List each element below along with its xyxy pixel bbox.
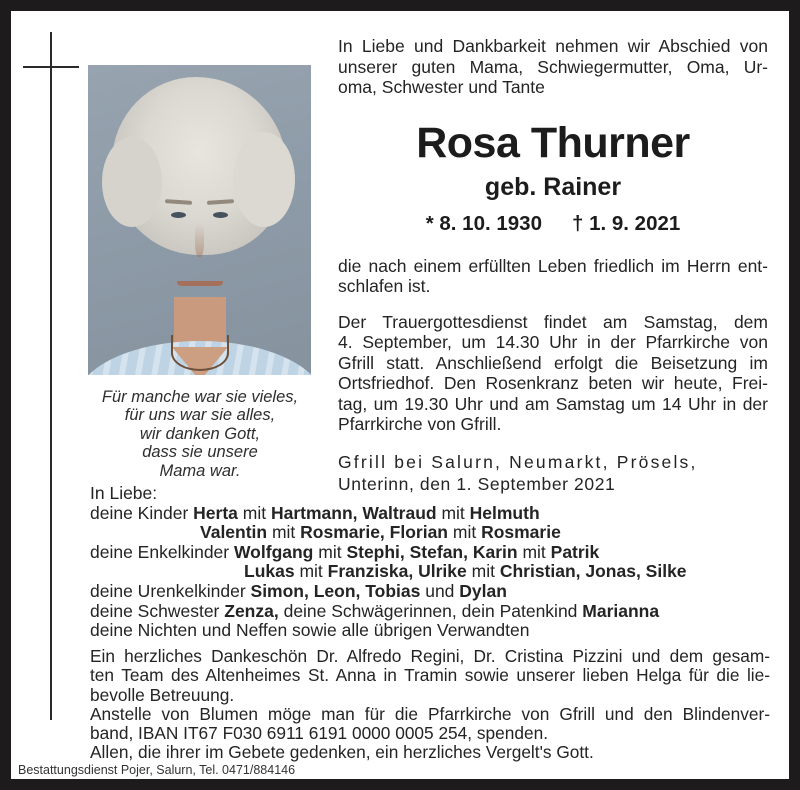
deceased-name: Rosa Thurner	[416, 118, 690, 167]
thanks-section	[90, 647, 770, 763]
death-date: † 1. 9. 2021	[571, 211, 681, 235]
intro-text: In Liebe und Dankbarkeit nehmen wir Abschied von unserer guten Mama, Schwiegermutter, Oma, Ur- oma, Schwester und Tante	[338, 36, 768, 97]
birth-date: * 8. 10. 1930	[425, 211, 542, 235]
necklace-shape	[171, 335, 229, 371]
portrait-photo	[88, 65, 311, 375]
passing-text: die nach einem erfüllten Leben friedlich im Herrn ent- schlafen ist.	[338, 255, 768, 296]
mouth-shape	[177, 281, 223, 286]
memorial-verse: Für manche war sie vieles, für uns war sie alles, wir danken Gott, dass sie unsere Mama war.	[101, 388, 299, 480]
gratitude-text: Ein herzliches Dankeschön Dr. Alfredo Regini, Dr. Cristina Pizzini und dem gesam- ten Team des Altenheimes St. Anna in Tramin sowie unserer lieben Helga für die lie- bevolle Betreuung.	[90, 646, 770, 705]
prayer-text: Allen, die ihrer im Gebete gedenken, ein herzliches Vergelt's Gott.	[90, 742, 594, 763]
left-eye-shape	[171, 212, 186, 218]
funeral-home-credit: Bestattungsdienst Pojer, Salurn, Tel. 0471/884146	[18, 763, 296, 777]
maiden-name: geb. Rainer	[484, 172, 622, 201]
donation-text: Anstelle von Blumen möge man für die Pfarrkirche von Gfrill und den Blindenver- band, IBAN IT67 F030 6911 6191 0000 0005 254, spenden.	[90, 703, 770, 744]
places-line-1: Gfrill bei Salurn, Neumarkt, Prösels,	[338, 451, 698, 472]
cross-horizontal-line	[23, 66, 79, 68]
family-list	[90, 484, 774, 641]
cross-vertical-line	[50, 32, 52, 720]
right-eye-shape	[213, 212, 228, 218]
family-lines: deine Kinder Herta mit Hartmann, Waltraud mit Helmuth Valentin mit Rosmarie, Florian mit Rosmarie deine Enkelkinder Wolfgang mit Stephi, Stefan, Karin mit Patrik Lukas mit Franziska, Ulrike mit Christian, Jonas, Silke deine Urenkelkinder Simon, Leon, Tobias und Dylan deine Schwester Zenza, deine Schwägerinnen, dein Patenkind Marianna deine Nichten und Neffen sowie alle übrigen Verwandten	[90, 502, 687, 641]
service-text: Der Trauergottesdienst findet am Samstag, dem 4. September, um 14.30 Uhr in der Pfarrkirche von Gfrill statt. Anschließend erfolgt die Beisetzung im Ortsfriedhof. Den Rosenkranz beten wir heute, Frei- tag, um 19.30 Uhr und am Samstag um 14 Uhr in der Pfarrkirche von Gfrill.	[338, 311, 768, 434]
nose-shape	[195, 223, 204, 257]
life-dates	[338, 212, 768, 236]
announcement-column	[338, 36, 768, 495]
places-line-2: Unterinn, den 1. September 2021	[338, 473, 616, 494]
family-heading: In Liebe:	[90, 483, 158, 503]
